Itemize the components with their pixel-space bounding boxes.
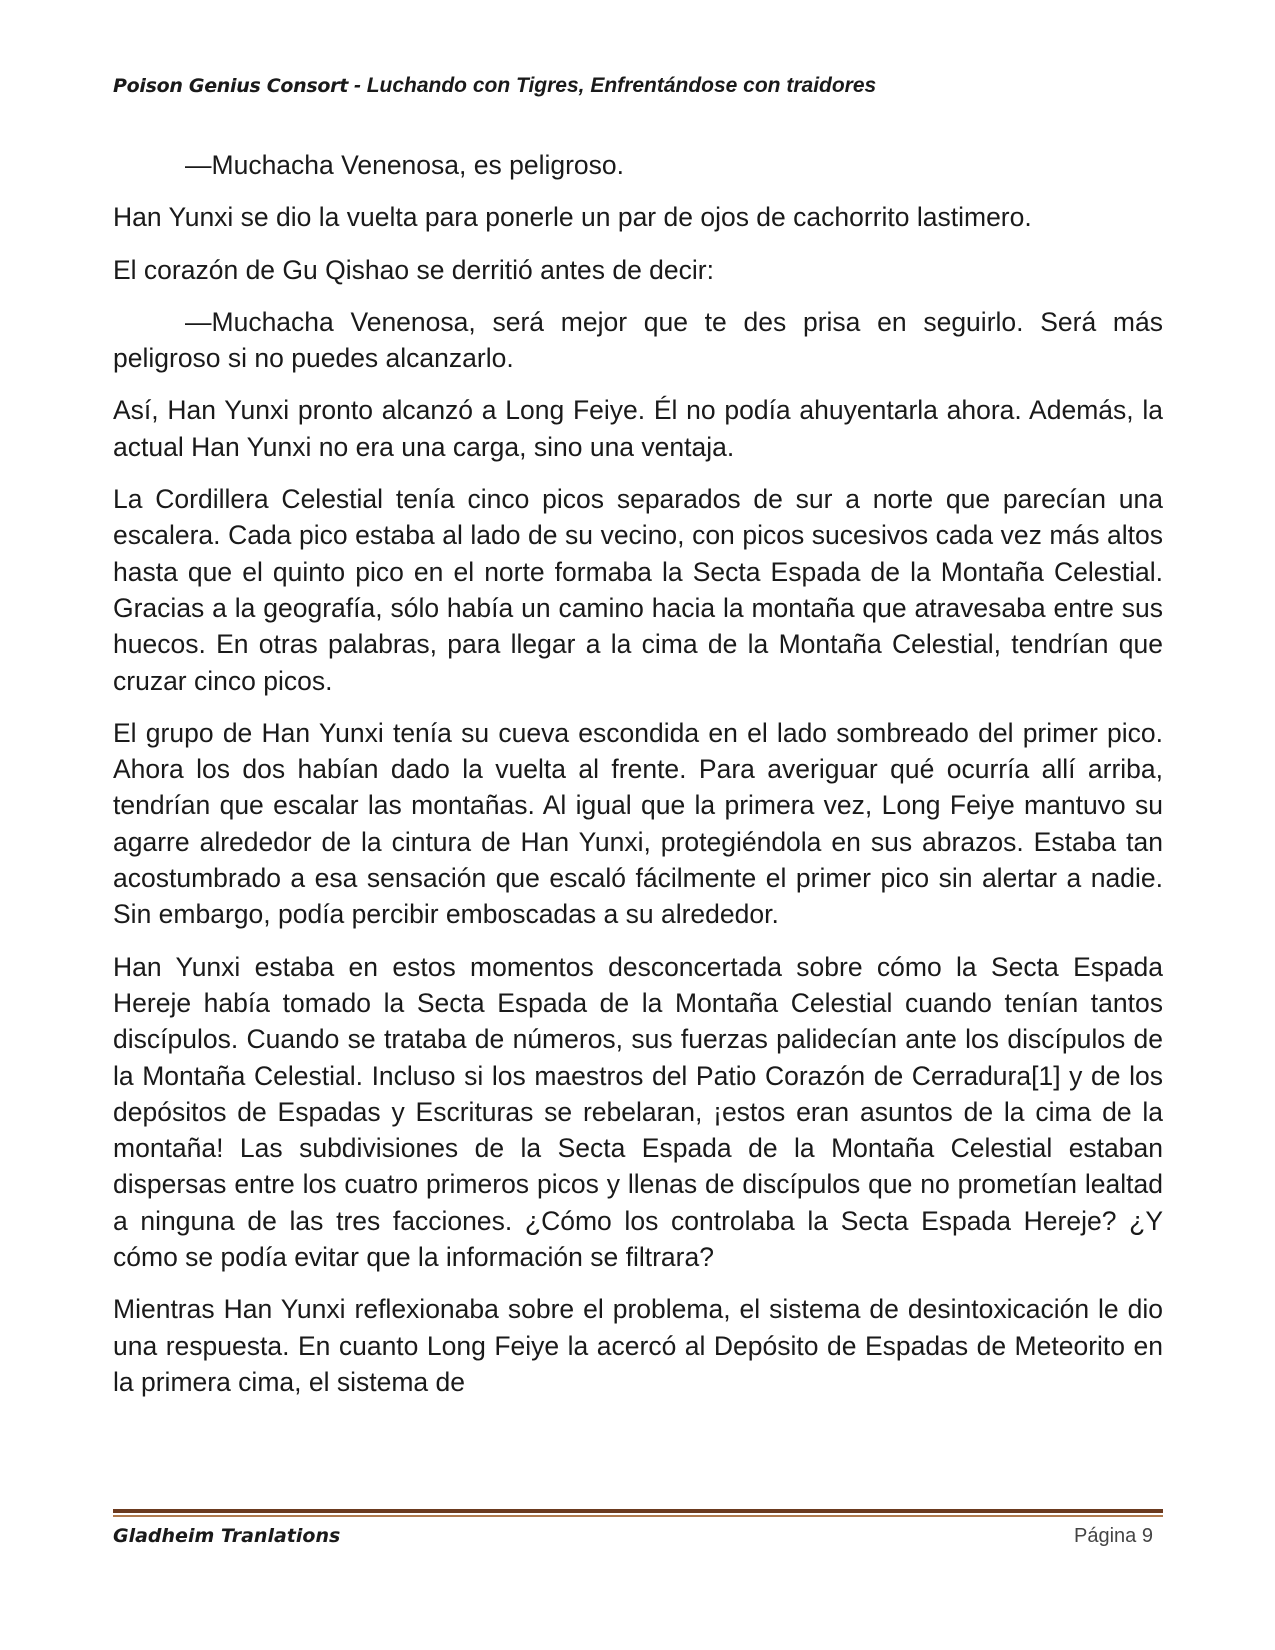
paragraph-9: Mientras Han Yunxi reflexionaba sobre el problema, el sistema de desintoxicación le dio una respuesta. En cuanto Long Feiye la acercó al Depósito de Espadas de Meteorito en la primera cima, el sistema de [113, 1294, 1163, 1397]
paragraph-6: La Cordillera Celestial tenía cinco picos separados de sur a norte que parecían una escalera. Cada pico estaba al lado de su vecino, con picos sucesivos cada vez más altos hasta que el quinto pico en el norte formaba la Secta Espada de la Montaña Celestial. Gracias a la geografía, sólo había un camino hacia la montaña que atravesaba entre sus huecos. En otras palabras, para llegar a la cima de la Montaña Celestial, tendrían que cruzar cinco picos. [113, 484, 1163, 696]
chapter-title: Luchando con Tigres, Enfrentándose con traidores [366, 74, 877, 97]
footer-publisher: Gladheim Tranlations [113, 1525, 341, 1547]
paragraph-1: —Muchacha Venenosa, es peligroso. [185, 150, 624, 180]
paragraph-8: Han Yunxi estaba en estos momentos desconcertada sobre cómo la Secta Espada Hereje había tomado la Secta Espada de la Montaña Celestial cuando tenían tantos discípulos. Cuando se trataba de números, sus fuerzas palidecían ante los discípulos de la Montaña Celestial. Incluso si los maestros del Patio Corazón de Cerradura[1] y de los depósitos de Espadas y Escrituras se rebelaran, ¡estos eran asuntos de la cima de la montaña! Las subdivisiones de la Secta Espada de la Montaña Celestial estaban dispersas entre los cuatro primeros picos y llenas de discípulos que no prometían lealtad a ninguna de las tres facciones. ¿Cómo los controlaba la Secta Espada Hereje? ¿Y cómo se podía evitar que la información se filtrara? [113, 951, 1163, 1273]
footer-divider-thick [113, 1509, 1163, 1513]
paragraph-3: El corazón de Gu Qishao se derritió antes de decir: [113, 254, 714, 285]
page-number: Página 9 [1074, 1525, 1153, 1547]
footer-divider-thin [113, 1515, 1163, 1517]
paragraph-5: Así, Han Yunxi pronto alcanzó a Long Feiye. Él no podía ahuyentarla ahora. Además, la actual Han Yunxi no era una carga, sino una ventaja. [113, 395, 1163, 462]
paragraph-4: —Muchacha Venenosa, será mejor que te des prisa en seguirlo. Será más peligroso si no puedes alcanzarlo. [113, 306, 1163, 374]
paragraph-7: El grupo de Han Yunxi tenía su cueva escondida en el lado sombreado del primer pico. Ahora los dos habían dado la vuelta al frente. Para averiguar qué ocurría allí arriba, tendrían que escalar las montañas. Al igual que la primera vez, Long Feiye mantuvo su agarre alrededor de la cintura de Han Yunxi, protegiéndola en sus abrazos. Estaba tan acostumbrado a esa sensación que escaló fácilmente el primer pico sin alertar a nadie. Sin embargo, podía percibir emboscadas a su alrededor. [113, 717, 1163, 930]
page-header [113, 74, 1163, 98]
document-body [113, 147, 1163, 1416]
header-separator: - [348, 74, 367, 97]
footer-divider [113, 1509, 1163, 1517]
book-title: Poison Genius Consort [113, 75, 349, 97]
paragraph-2: Han Yunxi se dio la vuelta para ponerle un par de ojos de cachorrito lastimero. [113, 202, 1032, 233]
